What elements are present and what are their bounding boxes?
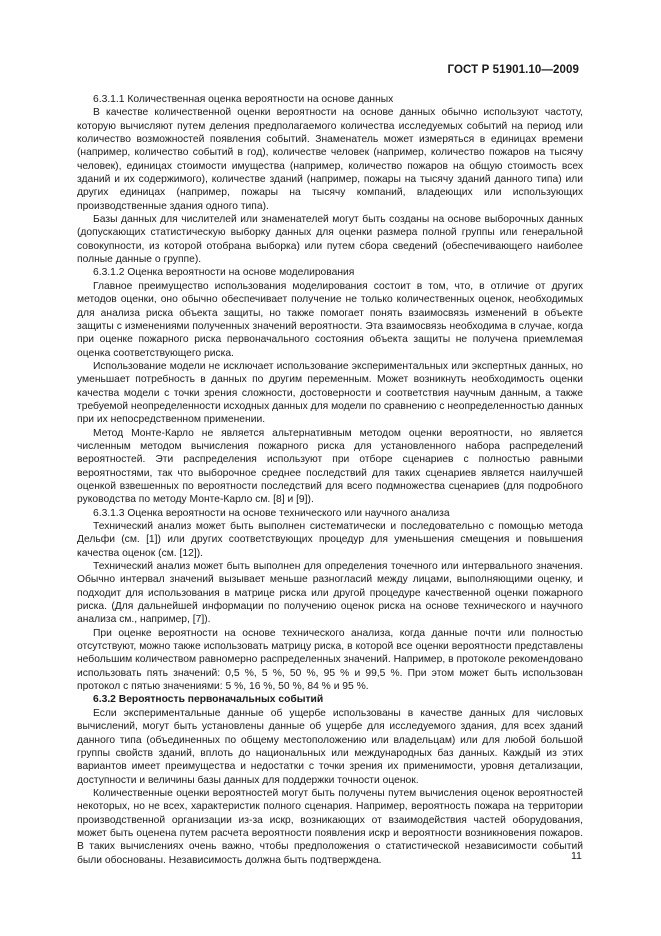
heading-6-3-1-2: 6.3.1.2 Оценка вероятности на основе моделирования xyxy=(93,267,355,279)
paragraph: Технический анализ может быть выполнен систематически и последовательно с помощью метода Дельфи (см. [1]) или других соответствующих процедур для уменьшения смещения и повышения качества оценок (см. [12]). xyxy=(77,521,583,559)
paragraph: Использование модели не исключает использование экспериментальных или экспертных данных, но уменьшает потребность в данных по другим переменным. Может возникнуть необходимость оценки качества модели с точки зрения сложности, достоверности и соответствия научным данным, а также требуемой неопределенности исходных данных для модели по сравнению с неопределенностью данных при их непосредственном применении. xyxy=(77,360,583,426)
paragraph: При оценке вероятности на основе технического анализа, когда данные почти или полностью отсутствуют, можно также использовать матрицу риска, в которой все оценки вероятности представлены небольшим количеством равномерно распределенных значений. Например, в протоколе рекомендовано использовать пять значений: 0,5 %, 5 %, 50 %, 95 % и 99,5 %. При этом может быть использован протокол с пятью значениями: 5 %, 16 %, 50 %, 84 % и 95 %. xyxy=(77,627,583,693)
paragraph: В качестве количественной оценки вероятности на основе данных обычно используют частоту, которую вычисляют путем деления предполагаемого количества исследуемых событий на период или количество возможностей появления событий. Знаменатель может измеряться в единицах времени (например, количество событий в год), количестве человек (например, количество пожаров на тысячу человек), единицах стоимости имущества (например, количество пожаров на общую стоимость всех зданий и их содержимого), количестве зданий (например, пожары на тысячу зданий данного типа) или других единицах (например, пожары на тысячу компаний, владеющих или использующих производственные здания одного типа). xyxy=(77,107,583,212)
page-number: 11 xyxy=(571,850,582,862)
body-text xyxy=(77,93,583,867)
paragraph: Если экспериментальные данные об ущербе использованы в качестве данных для числовых вычислений, могут быть установлены данные об ущербе для исследуемого здания, для всех зданий данного типа (объединенных по общему местоположению или владельцам) или для любой большой группы свойств зданий, вплоть до национальных или международных баз данных. Каждый из этих вариантов имеет преимущества и недостатки с точки зрения их применимости, уровня детализации, доступности и величины базы данных для поддержки точности оценок. xyxy=(77,707,583,786)
document-id-header: ГОСТ Р 51901.10—2009 xyxy=(447,64,579,76)
heading-6-3-2: 6.3.2 Вероятность первоначальных событий xyxy=(93,694,324,706)
paragraph: Главное преимущество использования моделирования состоит в том, что, в отличие от других методов оценки, оно обычно обеспечивает получение не только количественных оценок, необходимых для анализа риска объекта защиты, но также помогает понять взаимосвязь изменений в объекте защиты с изменениями полученных значений вероятности. Эта взаимосвязь необходима в случае, когда при оценке пожарного риска первоначального состояния объекта защиты не получена приемлемая оценка соответствующего риска. xyxy=(77,280,583,359)
paragraph: Технический анализ может быть выполнен для определения точечного или интервального значения. Обычно интервал значений вызывает меньше разногласий между лицами, выполняющими оценку, и подходит для использования в матрице риска или другой процедуре качественной оценки пожарного риска. (Для дальнейшей информации по получению оценок риска на основе технического и научного анализа см., например, [7]). xyxy=(77,561,583,626)
paragraph: Количественные оценки вероятностей могут быть получены путем вычисления оценок вероятностей некоторых, но не всех, характеристик полного сценария. Например, вероятность пожара на территории производственной организации из-за искр, возникающих от взаимодействия частей оборудования, может быть оценена путем расчета вероятности появления искр и вероятности возникновения пожаров. В таких вычислениях очень важно, чтобы предположения о статистической независимости событий были обоснованы. Независимость должна быть подтверждена. xyxy=(77,787,583,866)
heading-6-3-1-1: 6.3.1.1 Количественная оценка вероятности на основе данных xyxy=(93,94,394,105)
paragraph: Базы данных для числителей или знаменателей могут быть созданы на основе выборочных данных (допускающих статистическую выборку данных для оценки размера полной группы или генеральной совокупности, из которой отобрана выборка) или путем сбора сведений (обеспечивающего наиболее полные данные о группе). xyxy=(77,214,583,266)
heading-6-3-1-3: 6.3.1.3 Оценка вероятности на основе технического или научного анализа xyxy=(93,507,450,519)
paragraph: Метод Монте-Карло не является альтернативным методом оценки вероятности, но является численным методом вычисления пожарного риска для установленного набора распределений вероятностей. Эти распределения используют при отборе сценариев с полностью равными вероятностями, так что выборочное среднее последствий для таких сценариев является наилучшей оценкой взвешенных по вероятности последствий для всего подмножества сценариев (для подробного руководства по методу Монте-Карло см. [8] и [9]). xyxy=(77,427,583,506)
